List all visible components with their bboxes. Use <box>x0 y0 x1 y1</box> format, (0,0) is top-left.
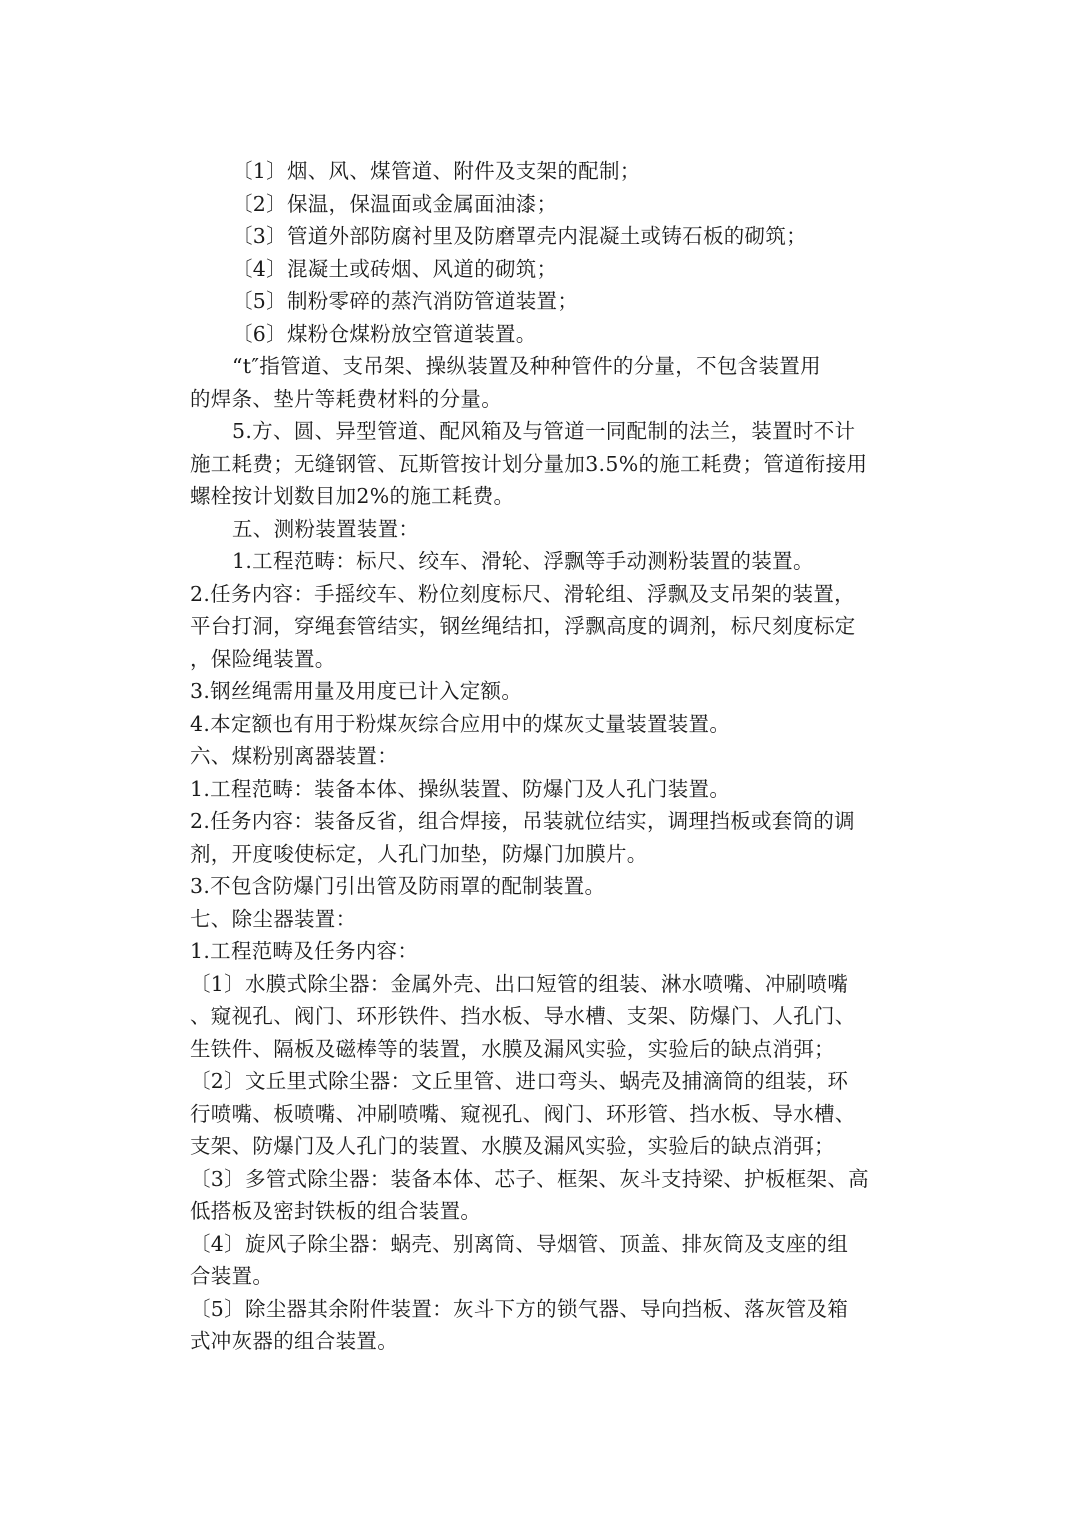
text-line: 式冲灰器的组合装置。 <box>190 1329 398 1353</box>
text-line: 〔2〕保温，保温面或金属面油漆； <box>232 191 558 216</box>
text-line: 2.任务内容：手摇绞车、粉位刻度标尺、滑轮组、浮飘及支吊架的装置， <box>190 581 855 606</box>
text-line: 〔5〕除尘器其余附件装置：灰斗下方的锁气器、导向挡板、落灰管及箱 <box>190 1296 849 1321</box>
text-line: 〔4〕旋风子除尘器：蜗壳、别离筒、导烟管、顶盖、排灰筒及支座的组 <box>190 1231 849 1256</box>
text-line: 行喷嘴、板喷嘴、冲刷喷嘴、窥视孔、阀门、环形管、挡水板、导水槽、 <box>190 1101 856 1126</box>
text-line: 、窥视孔、阀门、环形铁件、挡水板、导水槽、支架、防爆门、人孔门、 <box>190 1004 856 1028</box>
text-line: 六、煤粉别离器装置： <box>190 744 398 768</box>
text-line: 〔3〕多管式除尘器：装备本体、芯子、框架、灰斗支持梁、护板框架、高 <box>190 1166 869 1191</box>
text-line: 1.工程范畴及任务内容： <box>190 939 419 963</box>
text-line: 施工耗费；无缝钢管、瓦斯管按计划分量加3.5%的施工耗费；管道衔接用 <box>190 451 868 476</box>
text-line: “t″指管道、支吊架、操纵装置及种种管件的分量，不包含装置用 <box>232 354 821 378</box>
text-line: 的焊条、垫片等耗费材料的分量。 <box>190 386 502 411</box>
text-line: 3.不包含防爆门引出管及防雨罩的配制装置。 <box>190 874 606 898</box>
text-line: 〔6〕煤粉仓煤粉放空管道装置。 <box>232 321 537 346</box>
text-line: 4.本定额也有用于粉煤灰综合应用中的煤灰丈量装置装置。 <box>190 711 731 736</box>
text-line: 1.工程范畴：装备本体、操纵装置、防爆门及人孔门装置。 <box>190 776 731 801</box>
text-line: 〔1〕水膜式除尘器：金属外壳、出口短管的组装、淋水喷嘴、冲刷喷嘴 <box>190 971 849 996</box>
text-line: 2.任务内容：装备反省，组合焊接，吊装就位结实，调理挡板或套筒的调 <box>190 809 855 833</box>
text-line: 生铁件、隔板及磁棒等的装置，水膜及漏风实验，实验后的缺点消弭； <box>190 1036 835 1061</box>
document-body <box>190 155 890 1358</box>
text-line: 〔1〕烟、风、煤管道、附件及支架的配制； <box>232 159 641 183</box>
text-line: 〔5〕制粉零碎的蒸汽消防管道装置； <box>232 289 579 313</box>
text-line: 平台打洞，穿绳套管结实，钢丝绳结扣，浮飘高度的调剂，标尺刻度标定 <box>190 614 856 638</box>
text-line: 七、除尘器装置： <box>190 906 357 931</box>
text-line: 剂，开度唆使标定，人孔门加垫，防爆门加膜片。 <box>190 841 648 866</box>
text-line: 〔3〕管道外部防腐衬里及防磨罩壳内混凝土或铸石板的砌筑； <box>232 224 807 248</box>
text-line: 5.方、圆、异型管道、配风箱及与管道一同配制的法兰，装置时不计 <box>232 419 856 443</box>
text-line: ，保险绳装置。 <box>190 646 336 671</box>
text-line: 〔4〕混凝土或砖烟、风道的砌筑； <box>232 256 558 281</box>
text-line: 五、测粉装置装置： <box>232 516 420 541</box>
text-line: 低搭板及密封铁板的组合装置。 <box>190 1199 482 1223</box>
text-line: 合装置。 <box>190 1264 274 1288</box>
text-line: 3.钢丝绳需用量及用度已计入定额。 <box>190 679 523 703</box>
text-line: 〔2〕文丘里式除尘器：文丘里管、进口弯头、蜗壳及捕滴筒的组装，环 <box>190 1069 849 1093</box>
text-line: 1.工程范畴：标尺、绞车、滑轮、浮飘等手动测粉装置的装置。 <box>232 549 814 573</box>
text-line: 支架、防爆门及人孔门的装置、水膜及漏风实验，实验后的缺点消弭； <box>190 1134 835 1158</box>
text-line: 螺栓按计划数目加2%的施工耗费。 <box>190 484 515 508</box>
